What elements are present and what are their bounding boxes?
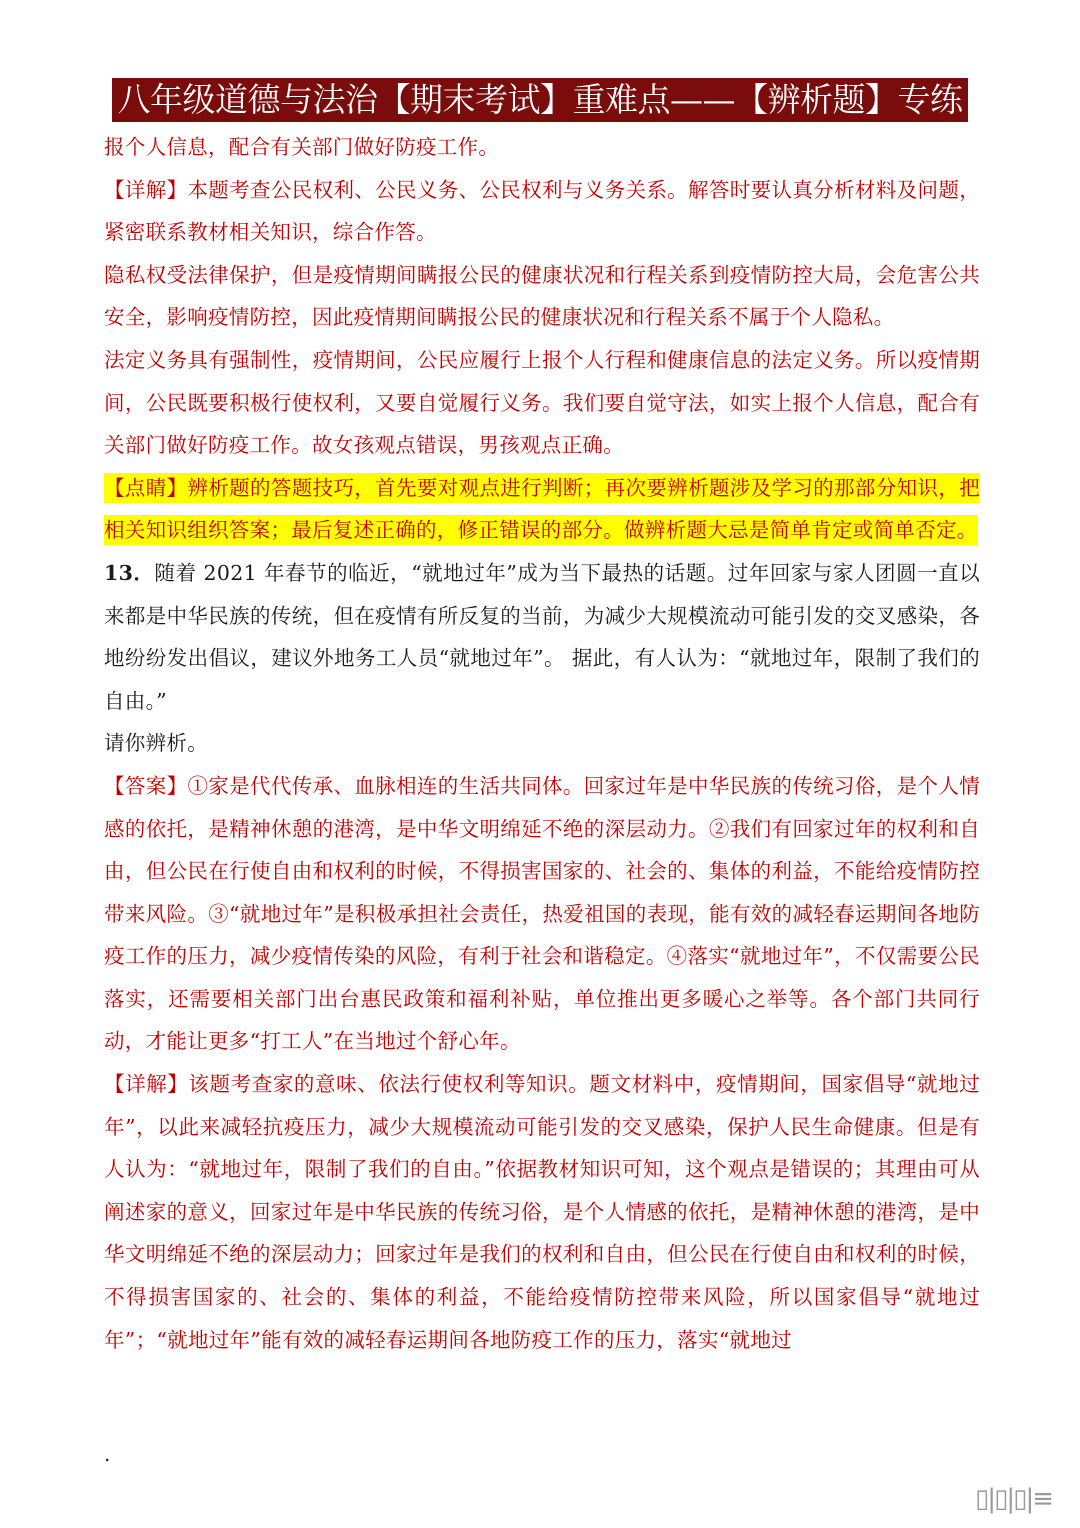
tip-paragraph (104, 467, 980, 552)
answer-paragraph: 【答案】①家是代代传承、血脉相连的生活共同体。回家过年是中华民族的传统习俗，是个人情感的依托，是精神休憩的港湾，是中华文明绵延不绝的深层动力。②我们有回家过年的权利和自由，但公民在行使自由和权利的时候，不得损害国家的、社会的、集体的利益，不能给疫情防控带来风险。③“就地过年”是积极承担社会责任，热爱祖国的表现，能有效的减轻春运期间各地防疫工作的压力，减少疫情传染的风险，有利于社会和谐稳定。④落实“就地过年”，不仅需要公民落实，还需要相关部门出台惠民政策和福利补贴，单位推出更多暖心之举等。各个部门共同行动，才能让更多“打工人”在当地过个舒心年。 (104, 773, 980, 1054)
question-prompt: 请你辨析。 (104, 731, 208, 756)
watermark-logo: ▯|▯|▯|≡ (975, 1484, 1052, 1514)
document-body (104, 126, 980, 1361)
question-13: 13．随着 2021 年春节的临近，“就地过年”成为当下最热的话题。过年回家与家人团圆一直以来都是中华民族的传统，但在疫情有所反复的当前，为减少大规模流动可能引发的交叉感染，各地纷纷发出倡议，建议外地务工人员“就地过年”。 据此，有人认为：“就地过年，限制了我们的自由。” (104, 560, 980, 713)
explanation-paragraph-2: 【详解】该题考查家的意味、依法行使权利等知识。题文材料中，疫情期间，国家倡导“就地过年”，以此来减轻抗疫压力，减少大规模流动可能引发的交叉感染，保护人民生命健康。但是有人认为：“就地过年，限制了我们的自由。”依据教材知识可知，这个观点是错误的；其理由可从阐述家的意义，回家过年是中华民族的传统习俗，是个人情感的依托，是精神休憩的港湾，是中华文明绵延不绝的深层动力；回家过年是我们的权利和自由，但公民在行使自由和权利的时候，不得损害国家的、社会的、集体的利益，不能给疫情防控带来风险，所以国家倡导“就地过年”；“就地过年”能有效的减轻春运期间各地防疫工作的压力，落实“就地过 (104, 1072, 980, 1352)
page-title: 八年级道德与法治【期末考试】重难点——【辨析题】专练 (117, 80, 963, 119)
page-title-banner (112, 78, 968, 122)
explanation-paragraph: 【详解】本题考查公民权利、公民义务、公民权利与义务关系。解答时要认真分析材料及问题，紧密联系教材相关知识，综合作答。 (104, 177, 980, 245)
trailing-mark: . (104, 1442, 111, 1466)
explanation-body-duty: 法定义务具有强制性，疫情期间，公民应履行上报个人行程和健康信息的法定义务。所以疫情期间，公民既要积极行使权利，又要自觉履行义务。我们要自觉守法，如实上报个人信息，配合有关部门做好防疫工作。故女孩观点错误，男孩观点正确。 (104, 347, 980, 458)
tip-tag: 【点睛】 (104, 475, 188, 500)
explanation-body-privacy: 隐私权受法律保护，但是疫情期间瞒报公民的健康状况和行程关系到疫情防控大局，会危害公共安全，影响疫情防控，因此疫情期间瞒报公民的健康状况和行程关系不属于个人隐私。 (104, 262, 980, 330)
explanation-tag: 【详解】 (104, 177, 188, 202)
question-number: 13． (104, 560, 155, 585)
highlighted-tip: 【点睛】辨析题的答题技巧，首先要对观点进行判断；再次要辨析题涉及学习的那部分知识，把相关知识组织答案；最后复述正确的，修正错误的部分。做辨析题大忌是简单肯定或简单否定。 (104, 473, 980, 546)
explanation-tag-2: 【详解】 (104, 1072, 189, 1097)
answer-tag: 【答案】 (104, 773, 188, 798)
answer-continuation: 报个人信息，配合有关部门做好防疫工作。 (104, 135, 500, 159)
